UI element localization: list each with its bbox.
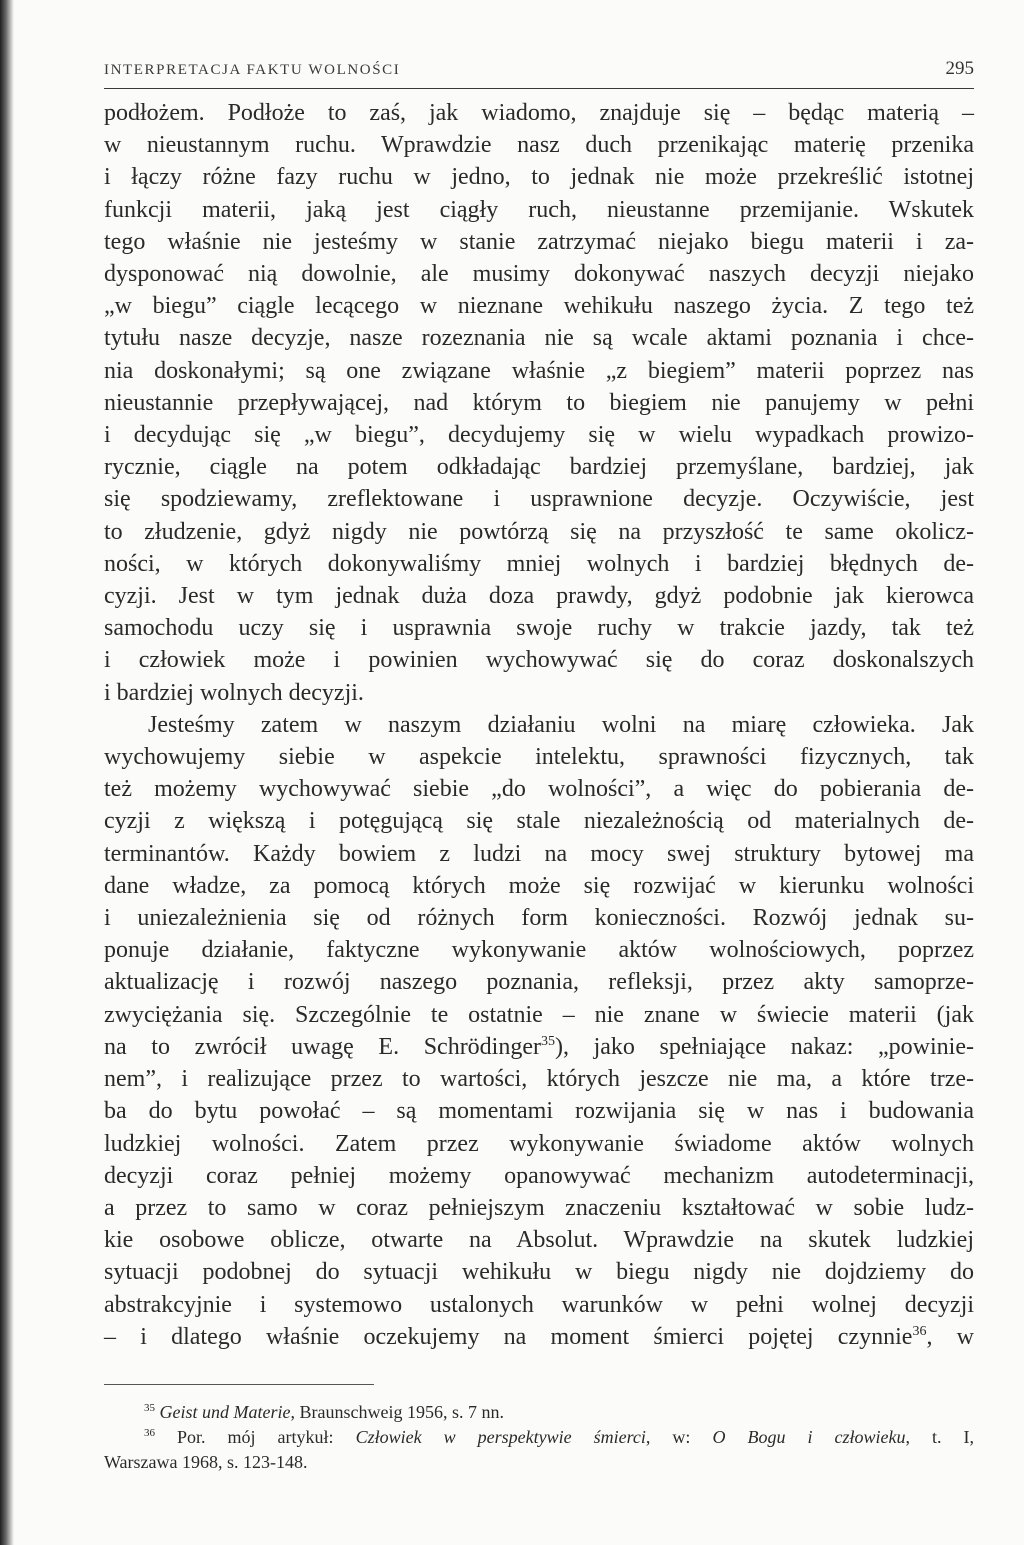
text-fragment: na to zwrócił uwagę E. Schrödinger [104, 1033, 541, 1060]
text-line: wychowujemy siebie w aspekcie intelektu, sprawności fizycznych, tak [104, 744, 974, 771]
citation-prefix: Por. mój artykuł: [177, 1427, 356, 1447]
text-line: terminantów. Każdy bowiem z ludzi na mocy swej struktury bytowej ma [104, 840, 974, 867]
citation-details: , Braunschweig 1956, s. 7 nn. [290, 1402, 504, 1422]
footnote-36-continuation: Warszawa 1968, s. 123-148. [104, 1452, 308, 1472]
footnote-separator [104, 1384, 374, 1385]
text-line: aktualizację i rozwój naszego poznania, refleksji, przez akty samoprze- [104, 969, 974, 996]
citation-connector: , w: [645, 1427, 713, 1447]
text-line: decyzji coraz pełniej możemy opanowywać mechanizm autodeterminacji, [104, 1162, 974, 1189]
text-fragment: ), jako spełniające nakaz: „powinie- [555, 1033, 974, 1060]
footnote-number: 36 [144, 1427, 155, 1439]
text-line: tytułu nasze decyzje, nasze rozeznania nie są wcale aktami poznania i chce- [104, 325, 974, 352]
text-line: to złudzenie, gdyż nigdy nie powtórzą się na przyszłość te same okolicz- [104, 518, 974, 545]
text-line: nieustannie przepływającej, nad którym to biegiem nie panujemy w pełni [104, 389, 974, 416]
text-line: i człowiek może i powinien wychowywać się do coraz doskonalszych [104, 647, 974, 674]
footnotes [104, 1400, 974, 1475]
text-line-with-footnote-ref [104, 1321, 974, 1353]
text-line: „w biegu” ciągle lecącego w nieznane wehikułu naszego życia. Z tego też [104, 293, 974, 320]
footnote-ref-36: 36 [912, 1323, 927, 1339]
text-line: cyzji. Jest w tym jednak duża doza prawdy, gdyż podobnie jak kierowca [104, 583, 974, 610]
text-line-with-footnote-ref [104, 1031, 974, 1063]
text-line: podłożem. Podłoże to zaś, jak wiadomo, znajduje się – będąc materią – [104, 100, 974, 126]
text-line: i łączy różne fazy ruchu w jedno, to jednak nie może przekreślić istotnej [104, 164, 974, 191]
text-line: a przez to samo w coraz pełniejszym znaczeniu kształtować w sobie ludz- [104, 1194, 974, 1221]
text-line: tego właśnie nie jesteśmy w stanie zatrzymać niejako biegu materii i za- [104, 228, 974, 255]
text-line: też możemy wychowywać siebie „do wolności”, a więc do pobierania de- [104, 776, 974, 803]
footnote-number: 35 [144, 1402, 155, 1414]
text-line: rycznie, ciągle na potem odkładając bardziej przemyślane, bardziej, jak [104, 454, 974, 481]
book-spine-shadow [0, 0, 14, 1545]
text-fragment: , w [926, 1323, 974, 1350]
text-line: i decydując się „w biegu”, decydujemy się w wielu wypadkach prowizo- [104, 422, 974, 449]
text-line: nia doskonałymi; są one związane właśnie „z biegiem” materii poprzez nas [104, 357, 974, 384]
footnote-ref-35: 35 [541, 1033, 555, 1049]
body-text [104, 97, 974, 1353]
cited-title: Geist und Materie [159, 1402, 291, 1422]
text-line: się spodziewamy, zreflektowane i usprawnione decyzje. Oczywiście, jest [104, 486, 974, 513]
footnote-35 [104, 1400, 974, 1425]
page-number: 295 [945, 58, 974, 79]
text-line: nem”, i realizujące przez to wartości, których jeszcze nie ma, a które trze- [104, 1066, 974, 1093]
text-fragment: – i dlatego właśnie oczekujemy na moment śmierci pojętej czynnie [104, 1323, 913, 1350]
cited-title: Człowiek w perspektywie śmierci [355, 1427, 646, 1447]
citation-volume: , t. I, [905, 1427, 974, 1447]
text-line: samochodu uczy się i usprawnia swoje ruchy w trakcie jazdy, tak też [104, 615, 974, 642]
running-head: INTERPRETACJA FAKTU WOLNOŚCI [104, 62, 401, 78]
text-line: ności, w których dokonywaliśmy mniej wolnych i bardziej błędnych de- [104, 550, 974, 577]
cited-book: O Bogu i człowieku [712, 1427, 906, 1447]
text-line: dysponować nią dowolnie, ale musimy dokonywać naszych decyzji niejako [104, 261, 974, 288]
text-line: dane władze, za pomocą których może się rozwijać w kierunku wolności [104, 872, 974, 899]
text-line: funkcji materii, jaką jest ciągły ruch, nieustanne przemijanie. Wskutek [104, 196, 974, 223]
text-line: sytuacji podobnej do sytuacji wehikułu w biegu nigdy nie dojdziemy do [104, 1259, 974, 1286]
page-header [104, 48, 974, 89]
text-line: zwyciężania się. Szczególnie te ostatnie – nie znane w świecie materii (jak [104, 1001, 974, 1028]
text-line: kie osobowe oblicze, otwarte na Absolut. Wprawdzie na skutek ludzkiej [104, 1227, 974, 1254]
footnote-36 [104, 1425, 974, 1450]
text-line: ponuje działanie, faktyczne wykonywanie aktów wolnościowych, poprzez [104, 937, 974, 964]
text-line: ba do bytu powołać – są momentami rozwijania się w nas i budowania [104, 1098, 974, 1125]
text-line: Jesteśmy zatem w naszym działaniu wolni na miarę człowieka. Jak [148, 711, 974, 738]
text-line: i bardziej wolnych decyzji. [104, 679, 364, 706]
text-line: abstrakcyjnie i systemowo ustalonych warunków w pełni wolnej decyzji [104, 1291, 974, 1318]
text-line: w nieustannym ruchu. Wprawdzie nasz duch przenikając materię przenika [104, 132, 974, 159]
text-line: i uniezależnienia się od różnych form konieczności. Rozwój jednak su- [104, 905, 974, 932]
text-line: cyzji z większą i potęgującą się stale niezależnością od materialnych de- [104, 808, 974, 835]
text-line: ludzkiej wolności. Zatem przez wykonywanie świadome aktów wolnych [104, 1130, 974, 1157]
